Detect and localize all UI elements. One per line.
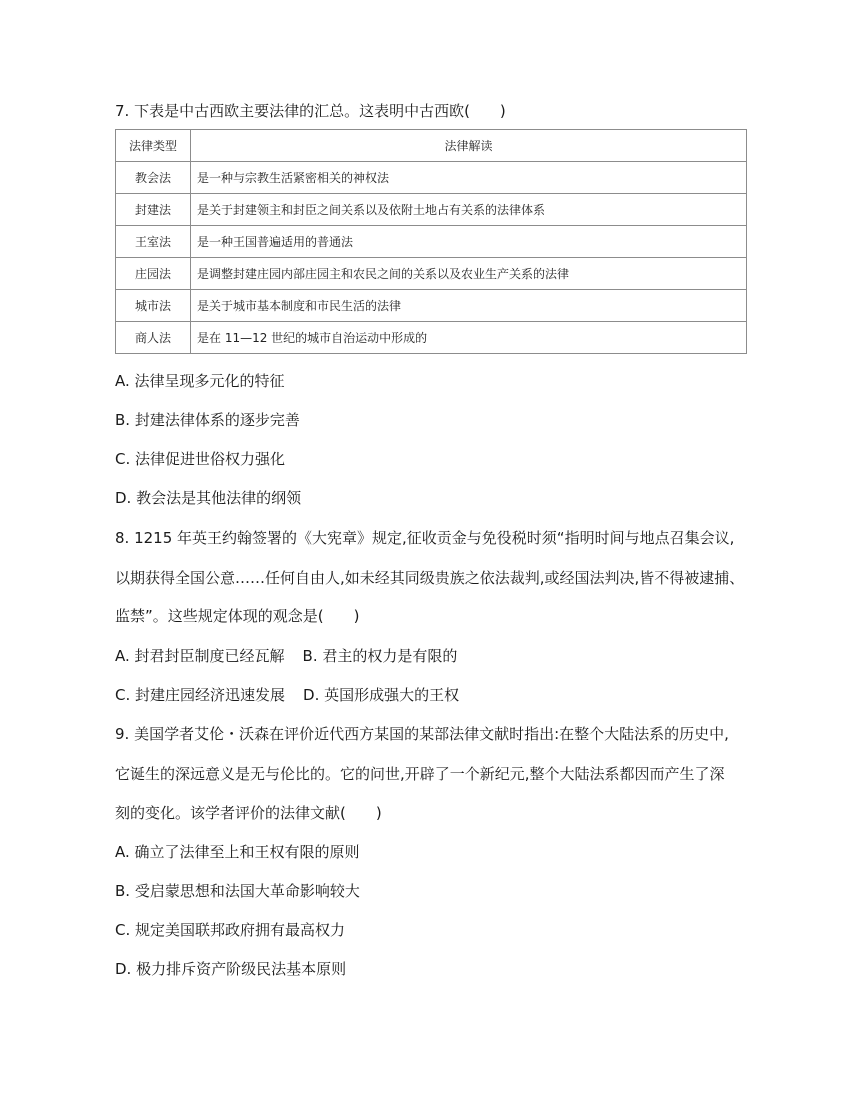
law-type-cell: 城市法 <box>116 290 191 322</box>
law-type-cell: 封建法 <box>116 194 191 226</box>
question-9-stem-line-1: 9. 美国学者艾伦・沃森在评价近代西方某国的某部法律文献时指出:在整个大陆法系的历史中, <box>115 725 729 743</box>
table-row <box>116 258 747 290</box>
law-type-cell: 教会法 <box>116 162 191 194</box>
table-row <box>116 322 747 354</box>
table-header-desc: 法律解读 <box>191 130 747 162</box>
table-row <box>116 162 747 194</box>
q8-option-b: B. 君主的权力是有限的 <box>302 647 458 665</box>
law-desc-cell: 是一种与宗教生活紧密相关的神权法 <box>191 162 747 194</box>
law-summary-table <box>115 129 747 354</box>
q7-option-c: C. 法律促进世俗权力强化 <box>115 450 286 468</box>
q9-option-b: B. 受启蒙思想和法国大革命影响较大 <box>115 882 360 900</box>
law-desc-cell: 是调整封建庄园内部庄园主和农民之间的关系以及农业生产关系的法律 <box>191 258 747 290</box>
table-row <box>116 290 747 322</box>
law-type-cell: 商人法 <box>116 322 191 354</box>
q8-option-c: C. 封建庄园经济迅速发展 <box>115 686 286 704</box>
question-9-stem-line-2: 它诞生的深远意义是无与伦比的。它的问世,开辟了一个新纪元,整个大陆法系都因而产生了深 <box>115 765 725 783</box>
q8-options-row-1 <box>115 646 457 666</box>
q9-option-a: A. 确立了法律至上和王权有限的原则 <box>115 843 360 861</box>
table-row <box>116 226 747 258</box>
question-8-stem-line-2: 以期获得全国公意……任何自由人,如未经其同级贵族之依法裁判,或经国法判决,皆不得被逮捕、 <box>115 569 745 587</box>
law-type-cell: 王室法 <box>116 226 191 258</box>
table-row <box>116 194 747 226</box>
law-desc-cell: 是关于城市基本制度和市民生活的法律 <box>191 290 747 322</box>
q8-option-a: A. 封君封臣制度已经瓦解 <box>115 647 285 665</box>
question-8-stem-line-1: 8. 1215 年英王约翰签署的《大宪章》规定,征收贡金与免役税时须“指明时间与地点召集会议, <box>115 529 735 547</box>
q8-option-d: D. 英国形成强大的王权 <box>303 686 460 704</box>
law-desc-cell: 是在 11—12 世纪的城市自治运动中形成的 <box>191 322 747 354</box>
table-header-type: 法律类型 <box>116 130 191 162</box>
question-7-stem: 7. 下表是中古西欧主要法律的汇总。这表明中古西欧( ) <box>115 102 506 120</box>
q7-option-d: D. 教会法是其他法律的纲领 <box>115 489 302 507</box>
q8-options-row-2 <box>115 685 459 705</box>
q9-option-c: C. 规定美国联邦政府拥有最高权力 <box>115 921 346 939</box>
law-desc-cell: 是关于封建领主和封臣之间关系以及依附土地占有关系的法律体系 <box>191 194 747 226</box>
question-9-stem-line-3: 刻的变化。该学者评价的法律文献( ) <box>115 804 382 822</box>
q7-option-b: B. 封建法律体系的逐步完善 <box>115 411 300 429</box>
law-type-cell: 庄园法 <box>116 258 191 290</box>
q7-option-a: A. 法律呈现多元化的特征 <box>115 372 285 390</box>
question-8-stem-line-3: 监禁”。这些规定体现的观念是( ) <box>115 607 360 625</box>
law-desc-cell: 是一种王国普遍适用的普通法 <box>191 226 747 258</box>
q9-option-d: D. 极力排斥资产阶级民法基本原则 <box>115 960 347 978</box>
table-header-row <box>116 130 747 162</box>
